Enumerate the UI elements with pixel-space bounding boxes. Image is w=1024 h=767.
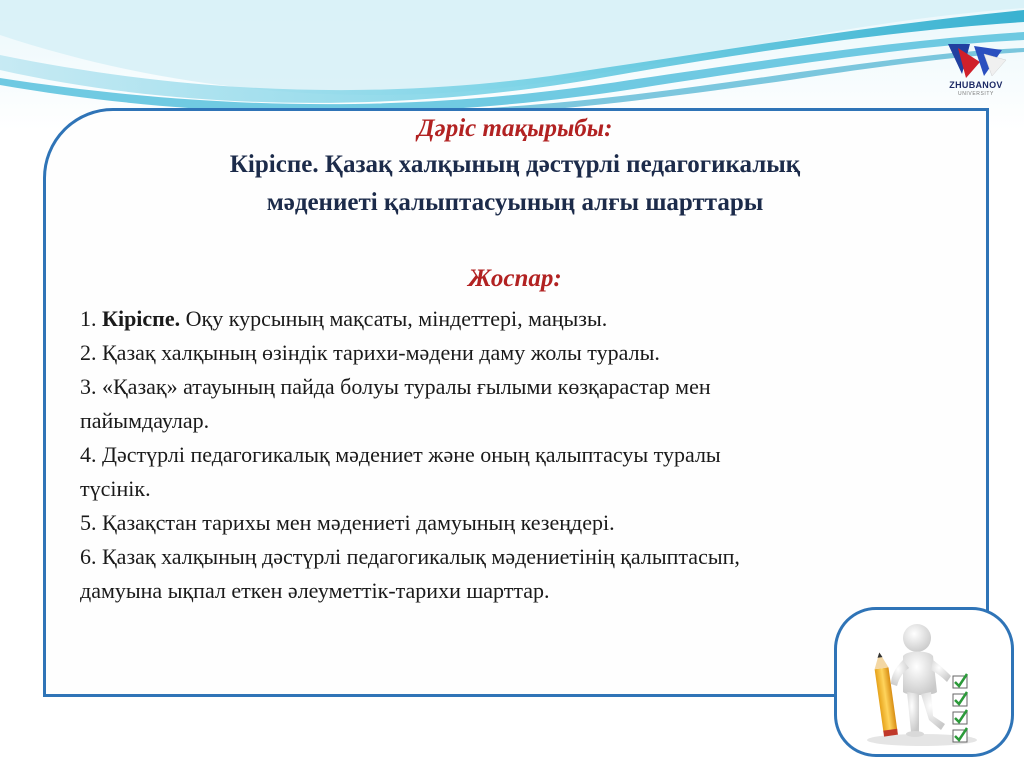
logo-mark-icon <box>940 40 1012 80</box>
plan-item-3: 3. «Қазақ» атауының пайда болуы туралы ғылыми көзқарастар мен <box>80 374 711 399</box>
plan-item-4: 4. Дәстүрлі педагогикалық мәдениет және оның қалыптасуы туралы <box>80 442 721 467</box>
plan-item-3-continuation: пайымдаулар. <box>80 408 210 433</box>
university-logo <box>940 40 1012 102</box>
checklist-icon <box>953 674 967 742</box>
plan-item-6: 6. Қазақ халқының дәстүрлі педагогикалық мәдениетінің қалыптасып, <box>80 544 740 569</box>
person-figure-icon <box>891 624 951 737</box>
lecture-topic-label: Дәріс тақырыбы: <box>417 115 613 142</box>
slide-title-line-1: Кіріспе. Қазақ халқының дәстүрлі педагогикалық <box>229 151 801 178</box>
plan-item-4-continuation: түсінік. <box>80 476 151 501</box>
plan-item-1-bold: Кіріспе. <box>102 306 181 331</box>
plan-item-5: 5. Қазақстан тарихы мен мәдениеті дамуының кезеңдері. <box>80 510 615 535</box>
person-with-pencil-checklist-illustration <box>834 607 1014 757</box>
pencil-icon <box>872 651 898 736</box>
slide-content <box>80 112 970 608</box>
plan-item-1: 1. Кіріспе. Оқу курсының мақсаты, міндеттері, маңызы. <box>80 306 608 331</box>
plan-label: Жоспар: <box>468 265 562 292</box>
slide-title-line-2: мәдениеті қалыптасуының алғы шарттары <box>266 189 764 216</box>
logo-name: ZHUBANOV <box>949 80 1003 90</box>
plan-item-6-continuation: дамуына ықпал еткен әлеуметтік-тарихи шарттар. <box>80 578 550 603</box>
plan-list <box>80 302 970 608</box>
logo-subtitle: UNIVERSITY <box>957 91 994 97</box>
plan-item-2: 2. Қазақ халқының өзіндік тарихи-мәдени даму жолы туралы. <box>80 340 660 365</box>
